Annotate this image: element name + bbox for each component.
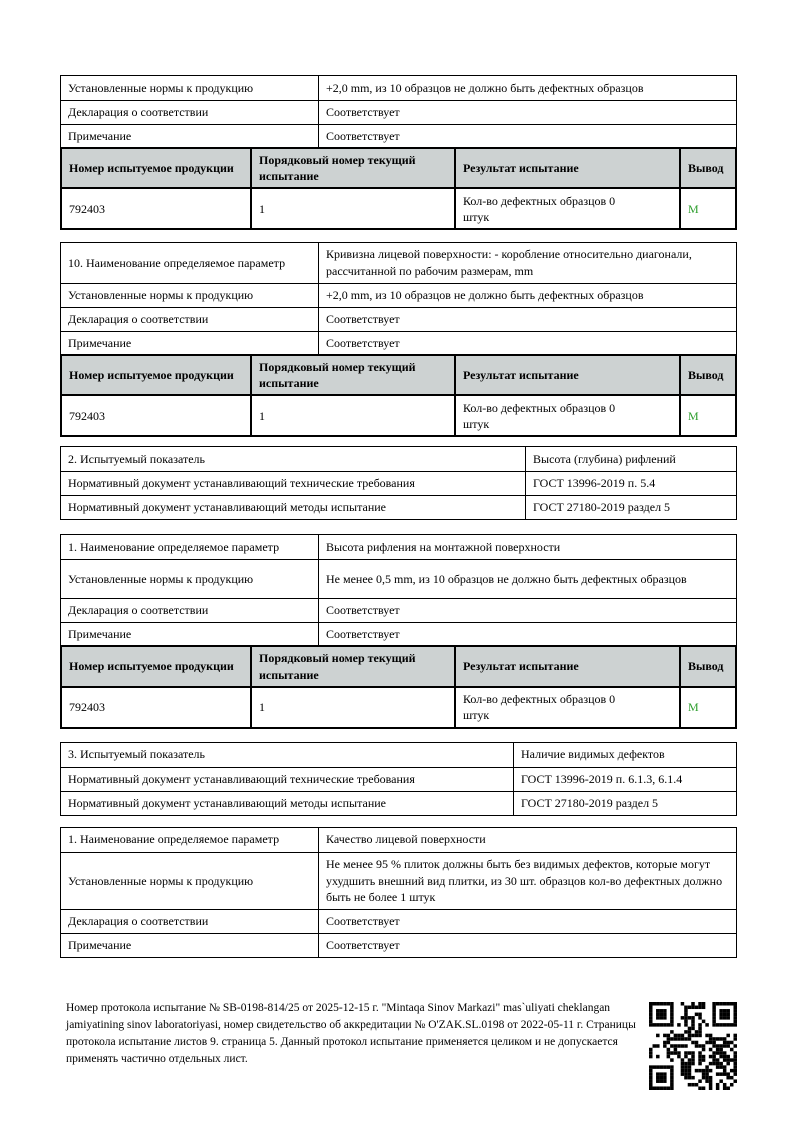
row-value: Соответствует	[326, 914, 400, 929]
row-label: 10. Наименование определяемое параметр	[61, 243, 319, 283]
sequence-number-cell: 1	[250, 688, 454, 727]
results-subtable	[60, 645, 737, 728]
table-row	[61, 767, 736, 791]
table-param9-continuation	[60, 75, 737, 230]
product-number-cell: 792403	[69, 408, 105, 423]
col-header-conclusion: Вывод	[679, 647, 735, 685]
row-label: 1. Наименование определяемое параметр	[61, 535, 319, 559]
results-data-row	[62, 688, 735, 727]
table-param1-riffle-height	[60, 534, 737, 728]
table-row	[61, 622, 736, 646]
product-number-cell: 792403	[69, 700, 105, 715]
table-indicator3	[60, 742, 737, 816]
row-label: Нормативный документ устанавливающий технические требования	[61, 472, 526, 495]
sequence-number-cell: 1	[250, 396, 454, 435]
row-value: Соответствует	[326, 129, 400, 144]
result-cell: Кол-во дефектных образцов 0 штук	[454, 688, 679, 727]
conclusion-cell: M	[679, 396, 735, 435]
row-label: 1. Наименование определяемое параметр	[61, 828, 319, 852]
row-label: Примечание	[61, 934, 319, 957]
row-value: ГОСТ 13996-2019 п. 5.4	[533, 476, 656, 491]
table-row	[61, 791, 736, 815]
table-row	[61, 909, 736, 933]
result-cell: Кол-во дефектных образцов 0 штук	[454, 396, 679, 435]
row-label: Установленные нормы к продукцию	[61, 284, 319, 307]
row-label: Декларация о соответствии	[61, 599, 319, 622]
col-header-sequence-number: Порядковый номер текущий испытание	[250, 149, 454, 187]
row-label: Примечание	[61, 623, 319, 646]
row-label: Нормативный документ устанавливающий методы испытание	[61, 496, 526, 519]
page-content	[60, 75, 737, 1090]
row-value: Соответствует	[326, 312, 400, 327]
row-label: Нормативный документ устанавливающий методы испытание	[61, 792, 514, 815]
row-value: ГОСТ 13996-2019 п. 6.1.3, 6.1.4	[521, 771, 683, 786]
col-header-result: Результат испытание	[454, 356, 679, 394]
row-label: Декларация о соответствии	[61, 101, 319, 124]
table-row	[61, 307, 736, 331]
table-row	[61, 100, 736, 124]
row-value: Соответствует	[326, 603, 400, 618]
table-row	[61, 283, 736, 307]
col-header-product-number: Номер испытуемое продукции	[69, 659, 234, 674]
row-value: Высота (глубина) рифлений	[533, 451, 676, 466]
row-value: +2,0 mm, из 10 образцов не должно быть дефектных образцов	[326, 288, 644, 303]
row-value: ГОСТ 27180-2019 раздел 5	[533, 500, 671, 515]
table-row	[61, 495, 736, 519]
table-row	[61, 933, 736, 957]
conclusion-cell: M	[679, 189, 735, 228]
table-row	[61, 559, 736, 598]
results-data-row	[62, 396, 735, 435]
row-label: Нормативный документ устанавливающий технические требования	[61, 768, 514, 791]
table-row	[61, 598, 736, 622]
col-header-result: Результат испытание	[454, 149, 679, 187]
row-label: Установленные нормы к продукцию	[61, 560, 319, 598]
table-row	[61, 124, 736, 148]
col-header-product-number: Номер испытуемое продукции	[69, 161, 234, 176]
page-footer	[60, 1000, 737, 1090]
result-cell: Кол-во дефектных образцов 0 штук	[454, 189, 679, 228]
row-value: Кривизна лицевой поверхности: - коробление относительно диагонали, рассчитанной по рабочим размерам, mm	[326, 247, 692, 279]
table-row	[61, 471, 736, 495]
row-value: Наличие видимых дефектов	[521, 747, 665, 762]
row-value: Не менее 0,5 mm, из 10 образцов не должно быть дефектных образцов	[326, 571, 687, 586]
table-row	[61, 852, 736, 909]
results-header-row	[62, 356, 735, 396]
sequence-number-cell: 1	[250, 189, 454, 228]
table-row	[61, 447, 736, 471]
col-header-conclusion: Вывод	[679, 149, 735, 187]
row-label: Декларация о соответствии	[61, 910, 319, 933]
row-label: Примечание	[61, 125, 319, 148]
col-header-result: Результат испытание	[454, 647, 679, 685]
row-label: Установленные нормы к продукцию	[61, 76, 319, 100]
row-value: Не менее 95 % плиток должны быть без видимых дефектов, которые могут ухудшить внешний вид плитки, из 30 шт. образцов кол-во дефектных должно быть не более 1 штук	[326, 856, 723, 905]
col-header-product-number: Номер испытуемое продукции	[69, 368, 234, 383]
results-data-row	[62, 189, 735, 228]
row-value: ГОСТ 27180-2019 раздел 5	[521, 795, 659, 810]
table-row	[61, 243, 736, 283]
table-param1-surface-quality	[60, 827, 737, 958]
product-number-cell: 792403	[69, 201, 105, 216]
col-header-sequence-number: Порядковый номер текущий испытание	[250, 647, 454, 685]
results-subtable	[60, 354, 737, 437]
col-header-sequence-number: Порядковый номер текущий испытание	[250, 356, 454, 394]
table-row	[61, 743, 736, 767]
row-label: Установленные нормы к продукцию	[61, 853, 319, 909]
table-row	[61, 535, 736, 559]
protocol-footer-note: Номер протокола испытание № SB-0198-814/25 от 2025-12-15 г. "Mintaqa Sinov Markazi" mas`uliyati cheklangan jamiyatining sinov laboratoriyasi, номер свидетельство об аккредитации № O'ZAK.SL.0198 от 2022-05-11 г. Страницы протокола испытание листов 9. страница 5. Данный протокол испытание применяется целиком и не допускается применять частично отдельных лист.	[66, 1002, 636, 1065]
row-value: Соответствует	[326, 336, 400, 351]
qr-code	[649, 1002, 737, 1090]
row-value: Качество лицевой поверхности	[326, 832, 486, 847]
row-value: Соответствует	[326, 105, 400, 120]
table-row	[61, 828, 736, 852]
table-row	[61, 331, 736, 355]
results-header-row	[62, 149, 735, 189]
row-value: +2,0 mm, из 10 образцов не должно быть дефектных образцов	[326, 80, 644, 95]
row-value: Соответствует	[326, 627, 400, 642]
row-label: Декларация о соответствии	[61, 308, 319, 331]
row-label: Примечание	[61, 332, 319, 355]
results-subtable	[60, 147, 737, 230]
row-label: 2. Испытуемый показатель	[61, 447, 526, 471]
table-row	[61, 76, 736, 100]
table-indicator2	[60, 446, 737, 520]
results-header-row	[62, 647, 735, 687]
row-value: Соответствует	[326, 938, 400, 953]
conclusion-cell: M	[679, 688, 735, 727]
col-header-conclusion: Вывод	[679, 356, 735, 394]
row-label: 3. Испытуемый показатель	[61, 743, 514, 767]
row-value: Высота рифления на монтажной поверхности	[326, 539, 561, 554]
table-param10	[60, 242, 737, 437]
